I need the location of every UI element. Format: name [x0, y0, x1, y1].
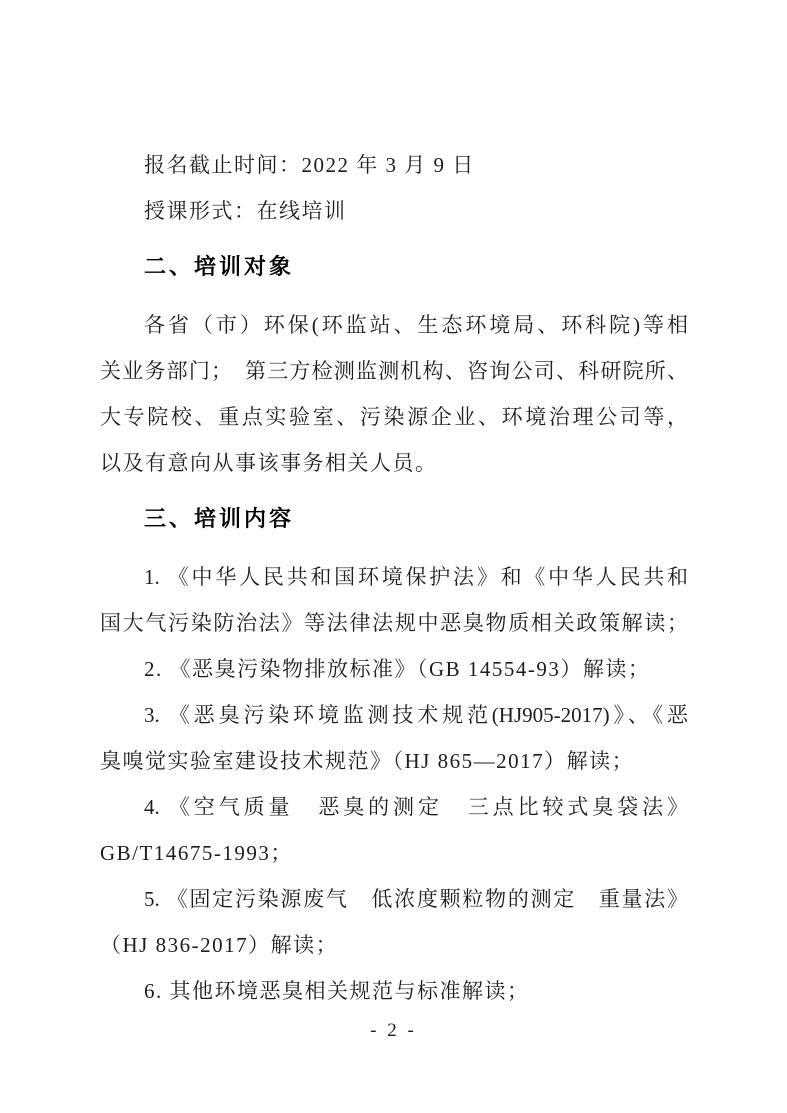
- document-body: [100, 150, 688, 1022]
- line-audience-2: 关业务部门； 第三方检测监测机构、咨询公司、科研院所、: [100, 359, 688, 383]
- line-item5-1: 5. 《固定污染源废气 低浓度颗粒物的测定 重量法》: [144, 887, 688, 911]
- line-item4-2: GB/T14675-1993；: [100, 841, 293, 865]
- heading-training-audience: 二、培训对象: [144, 254, 295, 279]
- line-item3-1: 3. 《恶臭污染环境监测技术规范(HJ905-2017)》、《恶: [144, 703, 688, 727]
- heading-training-content: 三、培训内容: [144, 506, 295, 531]
- line-item5-2: （HJ 836-2017）解读；: [100, 933, 339, 957]
- line-item4-1: 4. 《空气质量 恶臭的测定 三点比较式臭袋法》: [144, 795, 688, 819]
- line-teaching-format: 授课形式：在线培训: [144, 199, 347, 223]
- line-item1-1: 1. 《中华人民共和国环境保护法》和《中华人民共和: [144, 565, 688, 589]
- line-registration-deadline: 报名截止时间：2022 年 3 月 9 日: [144, 153, 475, 177]
- line-audience-3: 大专院校、重点实验室、污染源企业、环境治理公司等，: [100, 405, 688, 429]
- line-item3-2: 臭嗅觉实验室建设技术规范》（HJ 865—2017）解读；: [100, 749, 635, 773]
- line-audience-1: 各省（市）环保(环监站、生态环境局、环科院)等相: [144, 313, 688, 337]
- line-item1-2: 国大气污染防治法》等法律法规中恶臭物质相关政策解读；: [100, 611, 688, 635]
- line-audience-4: 以及有意向从事该事务相关人员。: [100, 451, 438, 475]
- page-number: - 2 -: [370, 1020, 417, 1041]
- line-item6-1: 6. 其他环境恶臭相关规范与标准解读；: [144, 979, 530, 1003]
- line-item2-1: 2. 《恶臭污染物排放标准》（GB 14554-93）解读；: [144, 657, 651, 681]
